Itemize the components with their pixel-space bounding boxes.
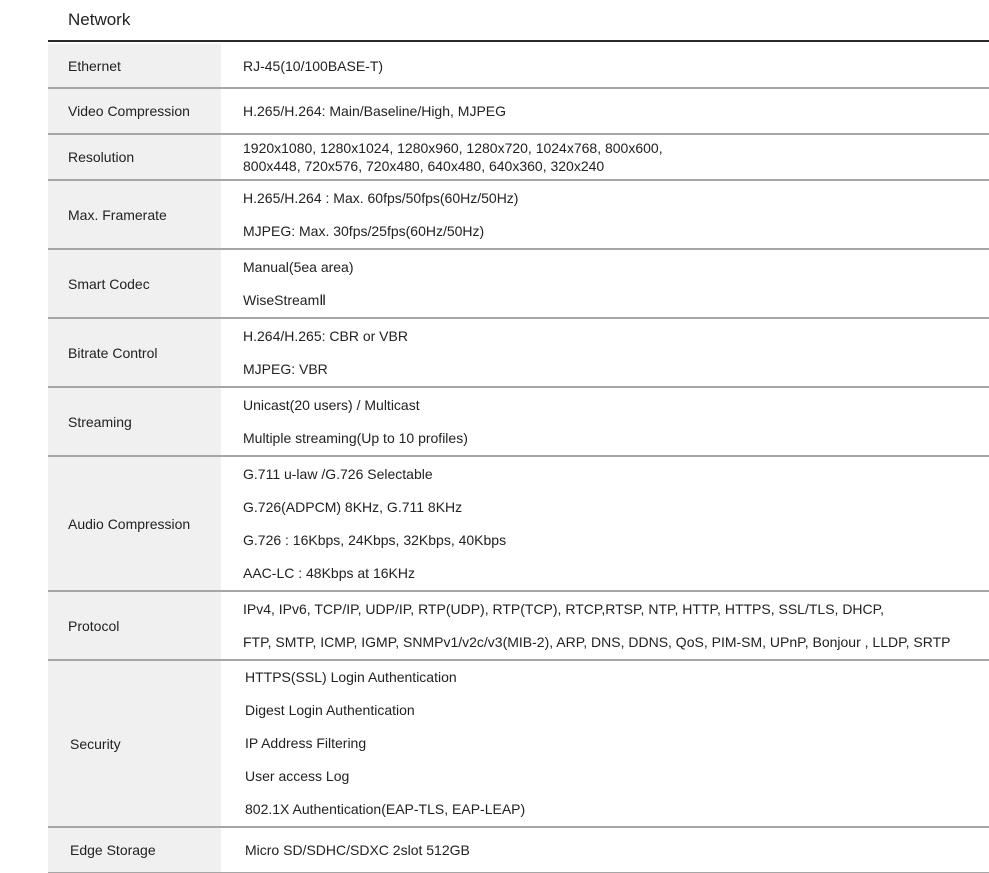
spec-value-line: MJPEG: VBR: [243, 360, 328, 377]
spec-label: Smart Codec: [48, 250, 223, 317]
spec-value-line: HTTPS(SSL) Login Authentication: [245, 669, 457, 685]
spec-value-line: IP Address Filtering: [245, 735, 367, 751]
spec-label: Security: [48, 661, 223, 826]
spec-row-resolution: [48, 135, 989, 181]
spec-value-line: 800x448, 720x576, 720x480, 640x480, 640x360, 320x240: [243, 158, 605, 174]
spec-label: Edge Storage: [48, 828, 223, 872]
spec-value: [223, 89, 989, 133]
spec-row-video-compression: [48, 89, 989, 135]
spec-value: [223, 250, 989, 317]
spec-label: Audio Compression: [48, 457, 223, 590]
spec-value-line: Micro SD/SDHC/SDXC 2slot 512GB: [245, 842, 470, 858]
spec-value-line: FTP, SMTP, ICMP, IGMP, SNMPv1/v2c/v3(MIB-2), ARP, DNS, DDNS, QoS, PIM-SM, UPnP, Bonjour , LLDP, SRTP: [243, 633, 951, 650]
spec-value-line: 802.1X Authentication(EAP-TLS, EAP-LEAP): [245, 801, 526, 817]
spec-value-line: 1920x1080, 1280x1024, 1280x960, 1280x720, 1024x768, 800x600,: [243, 140, 663, 156]
spec-value-line: G.711 u-law /G.726 Selectable: [243, 465, 433, 482]
spec-value-line: Digest Login Authentication: [245, 702, 415, 718]
spec-value-line: G.726(ADPCM) 8KHz, G.711 8KHz: [243, 498, 463, 515]
spec-label: Protocol: [48, 592, 223, 659]
spec-value-line: H.264/H.265: CBR or VBR: [243, 327, 408, 344]
spec-value: [223, 319, 989, 386]
spec-value-line: User access Log: [245, 768, 350, 784]
spec-value-line: Manual(5ea area): [243, 258, 354, 275]
spec-value: [223, 44, 989, 87]
spec-row-max-framerate: [48, 181, 989, 250]
spec-label: Streaming: [48, 388, 223, 455]
spec-value-line: Unicast(20 users) / Multicast: [243, 396, 420, 413]
spec-value-line: MJPEG: Max. 30fps/25fps(60Hz/50Hz): [243, 222, 485, 239]
spec-value: [223, 661, 989, 826]
spec-table: [48, 44, 989, 873]
spec-value: [223, 388, 989, 455]
spec-row-bitrate-control: [48, 319, 989, 388]
spec-value-line: RJ-45(10/100BASE-T): [243, 57, 384, 74]
spec-value-line: WiseStreamⅡ: [243, 291, 327, 308]
spec-value-line: H.265/H.264 : Max. 60fps/50fps(60Hz/50Hz): [243, 189, 519, 206]
spec-row-smart-codec: [48, 250, 989, 319]
spec-label: Bitrate Control: [48, 319, 223, 386]
spec-row-ethernet: [48, 44, 989, 89]
spec-value-line: H.265/H.264: Main/Baseline/High, MJPEG: [243, 103, 507, 119]
spec-value-line: IPv4, IPv6, TCP/IP, UDP/IP, RTP(UDP), RTP(TCP), RTCP,RTSP, NTP, HTTP, HTTPS, SSL/TLS, DHCP,: [243, 600, 885, 617]
spec-label: Ethernet: [48, 44, 223, 87]
spec-value-line: Multiple streaming(Up to 10 profiles): [243, 429, 468, 446]
spec-value-line: G.726 : 16Kbps, 24Kbps, 32Kbps, 40Kbps: [243, 531, 507, 548]
spec-value: [223, 181, 989, 248]
spec-label: Video Compression: [48, 89, 223, 133]
spec-row-security: [48, 661, 989, 828]
spec-value-line: AAC-LC : 48Kbps at 16KHz: [243, 564, 415, 581]
spec-row-protocol: [48, 592, 989, 661]
spec-page: [48, 0, 989, 873]
section-title: Network: [48, 0, 989, 42]
spec-label: Max. Framerate: [48, 181, 223, 248]
spec-value: [223, 457, 989, 590]
spec-row-audio-compression: [48, 457, 989, 592]
spec-value: [223, 592, 989, 659]
spec-row-edge-storage: [48, 828, 989, 873]
spec-value: [223, 135, 989, 179]
spec-label: Resolution: [48, 135, 223, 179]
spec-row-streaming: [48, 388, 989, 457]
spec-value: [223, 828, 989, 872]
